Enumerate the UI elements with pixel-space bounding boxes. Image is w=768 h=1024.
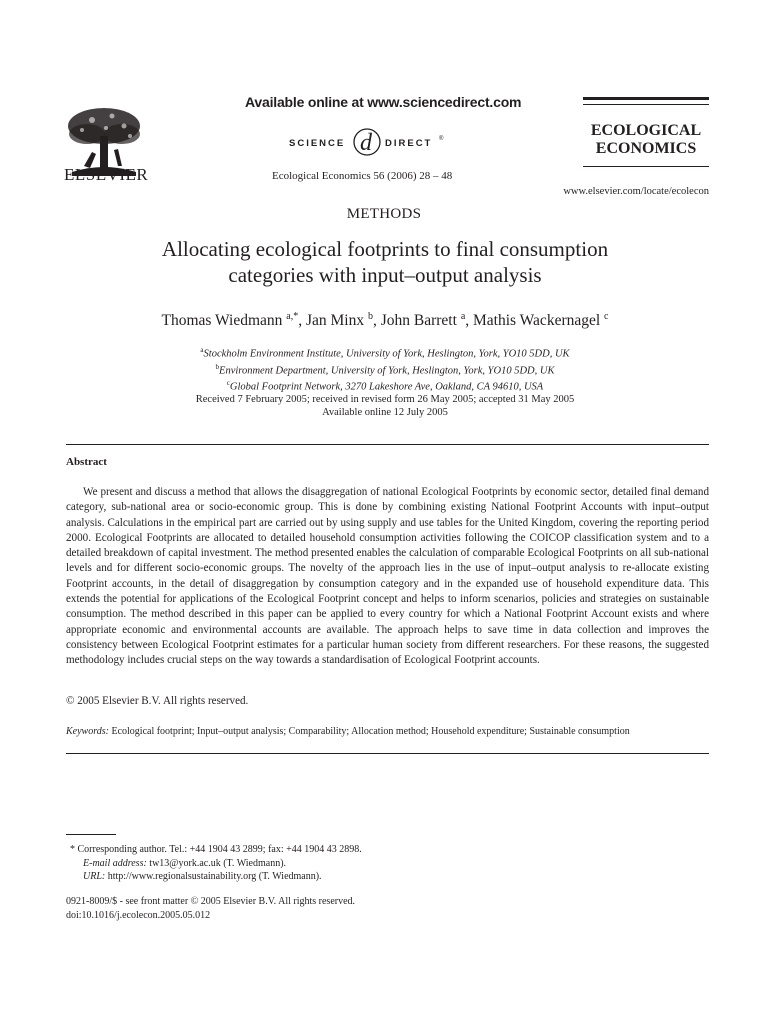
keywords-line: [66, 726, 709, 737]
svg-text:d: d: [360, 130, 372, 156]
url-note: URL: http://www.regionalsustainability.org (T. Wiedmann).: [83, 871, 322, 882]
journal-citation: Ecological Economics 56 (2006) 28 – 48: [272, 170, 453, 182]
journal-name: ECOLOGICAL ECONOMICS: [590, 122, 702, 157]
doi-link[interactable]: doi:10.1016/j.ecolecon.2005.05.012: [66, 909, 211, 921]
footnotes: [70, 843, 362, 884]
abstract-body: We present and discuss a method that allows the disaggregation of national Ecological Footprints by economic sector, detailed final demand category, sub-national area or socio-economic group. This is done by combining existing National Footprint Accounts with input–output analysis. Calculations in the empirical part are carried out by using supply and use tables for the United Kingdom, covering the reporting period 2000. Ecological Footprints are allocated to detailed household consumption activities following the COICOP classification system and to a detailed breakdown of capital investment. The method presented enables the calculation of comparable Ecological Footprints on all sub-national levels and for different socio-economic groups. The novelty of the approach lies in the use of input–output analysis to re-allocate existing Footprint accounts, in the detail of disaggregation by consumption category and in the expanded use of household expenditure data. This extends the potential for applications of the Ecological Footprint concept and helps to inform scenarios, policies and strategies on sustainable consumption. The method described in this paper can be applied to every country for which a National Footprint Account exists and where appropriate economic and environmental accounts are available. The approach helps to save time in data collection and improves the consistency between Ecological Footprint estimates for a particular human society from different researchers. For these reasons, the suggested methodology includes crucial steps on the way towards a standardisation of Ecological Footprint accounts.: [66, 486, 709, 667]
article-history: Received 7 February 2005; received in revised form 26 May 2005; accepted 31 May 2005 Available online 12 July 2005: [195, 394, 575, 418]
article-title: Allocating ecological footprints to final consumption categories with input–output analysis: [161, 237, 609, 287]
available-online-banner[interactable]: Available online at www.sciencedirect.com: [245, 94, 522, 110]
abstract-heading: Abstract: [66, 456, 107, 468]
author-affiliation-mark[interactable]: b: [367, 311, 373, 322]
email-note: E-mail address: tw13@york.ac.uk (T. Wiedmann).: [83, 857, 287, 869]
sciencedirect-logo: [285, 124, 475, 164]
author-name: Jan Minx: [305, 312, 365, 330]
issn-line: 0921-8009/$ - see front matter © 2005 Elsevier B.V. All rights reserved.: [66, 896, 356, 907]
abstract-top-rule: [66, 444, 709, 445]
article-section: METHODS: [346, 206, 422, 222]
journal-url-link[interactable]: www.elsevier.com/locate/ecolecon: [563, 186, 709, 197]
front-matter: [66, 895, 355, 922]
footnote-rule: [66, 834, 116, 835]
journal-rule: [583, 166, 709, 167]
svg-text:®: ®: [439, 136, 444, 142]
keywords-label: Keywords:: [66, 726, 109, 737]
corresponding-author-note: * Corresponding author. Tel.: +44 1904 43 2899; fax: +44 1904 43 2898.: [70, 844, 362, 855]
email-link[interactable]: tw13@york.ac.uk (T. Wiedmann).: [149, 857, 287, 869]
author-name: Mathis Wackernagel: [473, 312, 601, 330]
journal-rule: [583, 97, 709, 100]
affiliation-list: [70, 344, 700, 394]
author-name: Thomas Wiedmann: [161, 312, 283, 330]
author-name: John Barrett: [380, 312, 457, 330]
affiliation-item: $^b$Environment Department, University of York, Heslington, York, YO10 5DD, UK: [215, 362, 555, 376]
author-affiliation-mark[interactable]: a: [460, 311, 466, 322]
abstract-bottom-rule: [66, 753, 709, 754]
author-list: Thomas Wiedmann $^{a,*}$, Jan Minx $^b$, John Barrett $^a$, Mathis Wackernagel $^c$: [161, 311, 609, 330]
author-affiliation-mark[interactable]: c: [604, 311, 609, 322]
copyright-notice: © 2005 Elsevier B.V. All rights reserved.: [66, 695, 249, 707]
sciencedirect-logo-right: DIRECT: [385, 138, 433, 149]
keywords-text: Ecological footprint; Input–output analysis; Comparability; Allocation method; Household expenditure; Sustainable consumption: [111, 726, 630, 737]
journal-rule: [583, 104, 709, 105]
affiliation-item: $^c$Global Footprint Network, 3270 Lakeshore Ave, Oakland, CA 94610, USA: [226, 379, 544, 393]
author-affiliation-mark[interactable]: a,*: [286, 311, 299, 322]
sciencedirect-logo-left: SCIENCE: [289, 138, 346, 149]
publisher-name: ELSEVIER: [64, 165, 149, 184]
affiliation-item: $^a$Stockholm Environment Institute, University of York, Heslington, York, YO10 5DD, UK: [200, 346, 570, 360]
url-link[interactable]: http://www.regionalsustainability.org (T. Wiedmann).: [107, 871, 322, 882]
